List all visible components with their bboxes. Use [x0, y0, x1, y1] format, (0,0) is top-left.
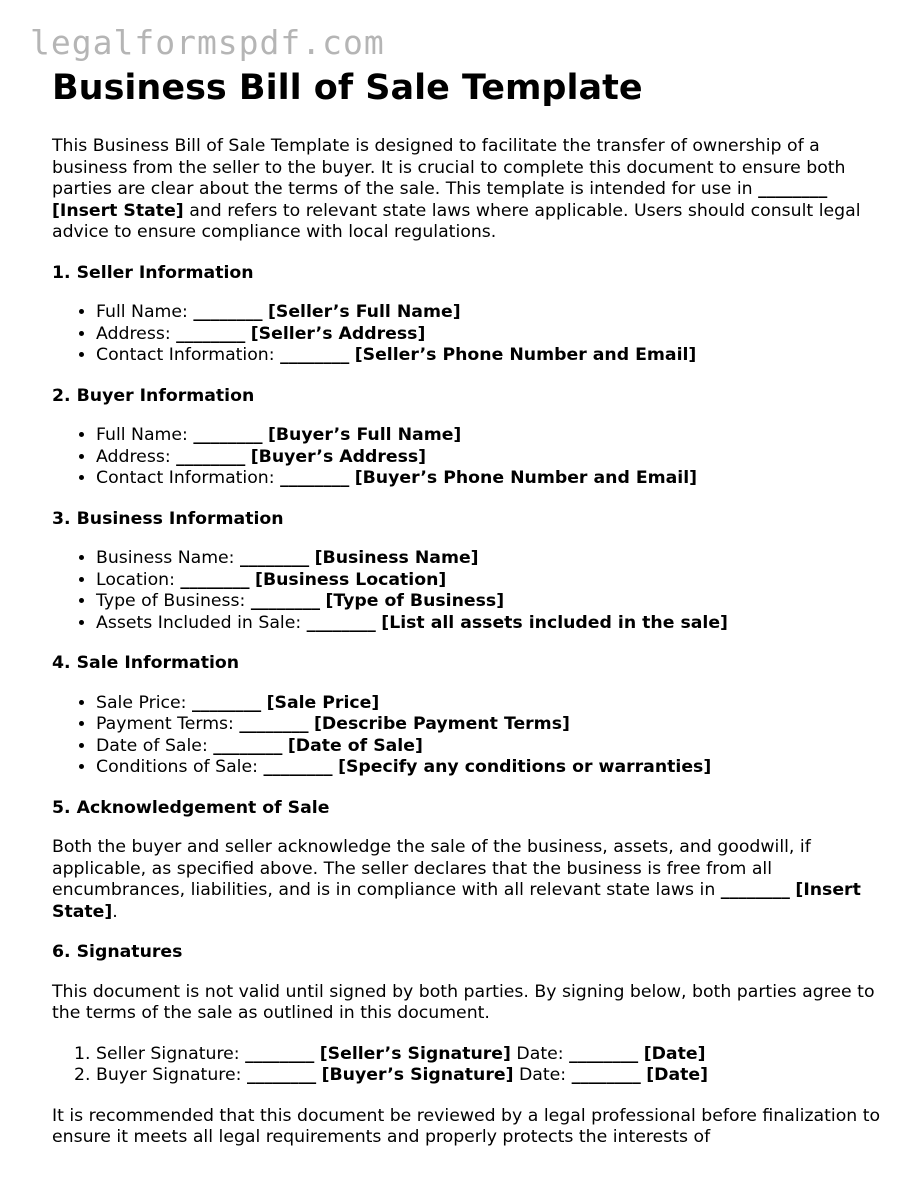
list-item: • Type of Business: ________ [Type of Business] [96, 591, 882, 613]
business-heading: 3. Business Information [52, 508, 284, 529]
list-item: • Location: ________ [Business Location] [96, 570, 882, 592]
list-item: • Assets Included in Sale: ________ [List all assets included in the sale] [96, 613, 882, 635]
ack-paragraph: Both the buyer and seller acknowledge the sale of the business, assets, and goodwill, if applicable, as specified above. The seller declares that the business is free from all encumbrances, liabilities, and is in compliance with all relevant state laws in ________ [Insert State]. [52, 837, 861, 922]
buyer-heading: 2. Buyer Information [52, 385, 255, 406]
list-item: • Business Name: ________ [Business Name] [96, 548, 882, 570]
page-title: Business Bill of Sale Template [52, 68, 643, 108]
signatures-list [52, 1044, 882, 1087]
list-item: • Date of Sale: ________ [Date of Sale] [96, 736, 882, 758]
closing-paragraph: It is recommended that this document be reviewed by a legal professional before finalization to ensure it meets all legal requirements and properly protects the interests of [52, 1105, 881, 1147]
list-item: • Address: ________ [Buyer’s Address] [96, 447, 882, 469]
list-item: • Sale Price: ________ [Sale Price] [96, 693, 882, 715]
seller-list [52, 302, 882, 367]
sale-list [52, 693, 882, 779]
list-item: 1. Seller Signature: ________ [Seller’s Signature] Date: ________ [Date] [96, 1044, 882, 1066]
list-item: 2. Buyer Signature: ________ [Buyer’s Signature] Date: ________ [Date] [96, 1065, 882, 1087]
site-watermark: legalformspdf.com [30, 23, 385, 62]
business-list [52, 548, 882, 634]
sale-heading: 4. Sale Information [52, 653, 240, 673]
signatures-paragraph: This document is not valid until signed by both parties. By signing below, both parties agree to the terms of the sale as outlined in this document. [52, 981, 875, 1023]
list-item: • Full Name: ________ [Buyer’s Full Name] [96, 425, 882, 447]
list-item: • Payment Terms: ________ [Describe Payment Terms] [96, 714, 882, 736]
list-item: • Conditions of Sale: ________ [Specify any conditions or warranties] [96, 757, 882, 779]
signatures-heading: 6. Signatures [52, 942, 183, 962]
buyer-list [52, 425, 882, 490]
ack-heading: 5. Acknowledgement of Sale [52, 797, 330, 818]
list-item: • Full Name: ________ [Seller’s Full Name] [96, 302, 882, 324]
list-item: • Contact Information: ________ [Seller’s Phone Number and Email] [96, 345, 882, 367]
document-page [52, 67, 882, 1168]
list-item: • Address: ________ [Seller’s Address] [96, 324, 882, 346]
list-item: • Contact Information: ________ [Buyer’s Phone Number and Email] [96, 468, 882, 490]
state-placeholder: [Insert State] [52, 200, 184, 221]
intro-paragraph: This Business Bill of Sale Template is designed to facilitate the transfer of ownership of a business from the seller to the buyer. It is crucial to complete this document to ensure both parties are clear about the terms of the sale. This template is intended for use in ________ [Insert State] and refers to relevant state laws where applicable. Users should consult legal advice to ensure compliance with local regulations. [52, 136, 861, 242]
seller-heading: 1. Seller Information [52, 262, 254, 283]
state-blank: ________ [758, 179, 828, 199]
